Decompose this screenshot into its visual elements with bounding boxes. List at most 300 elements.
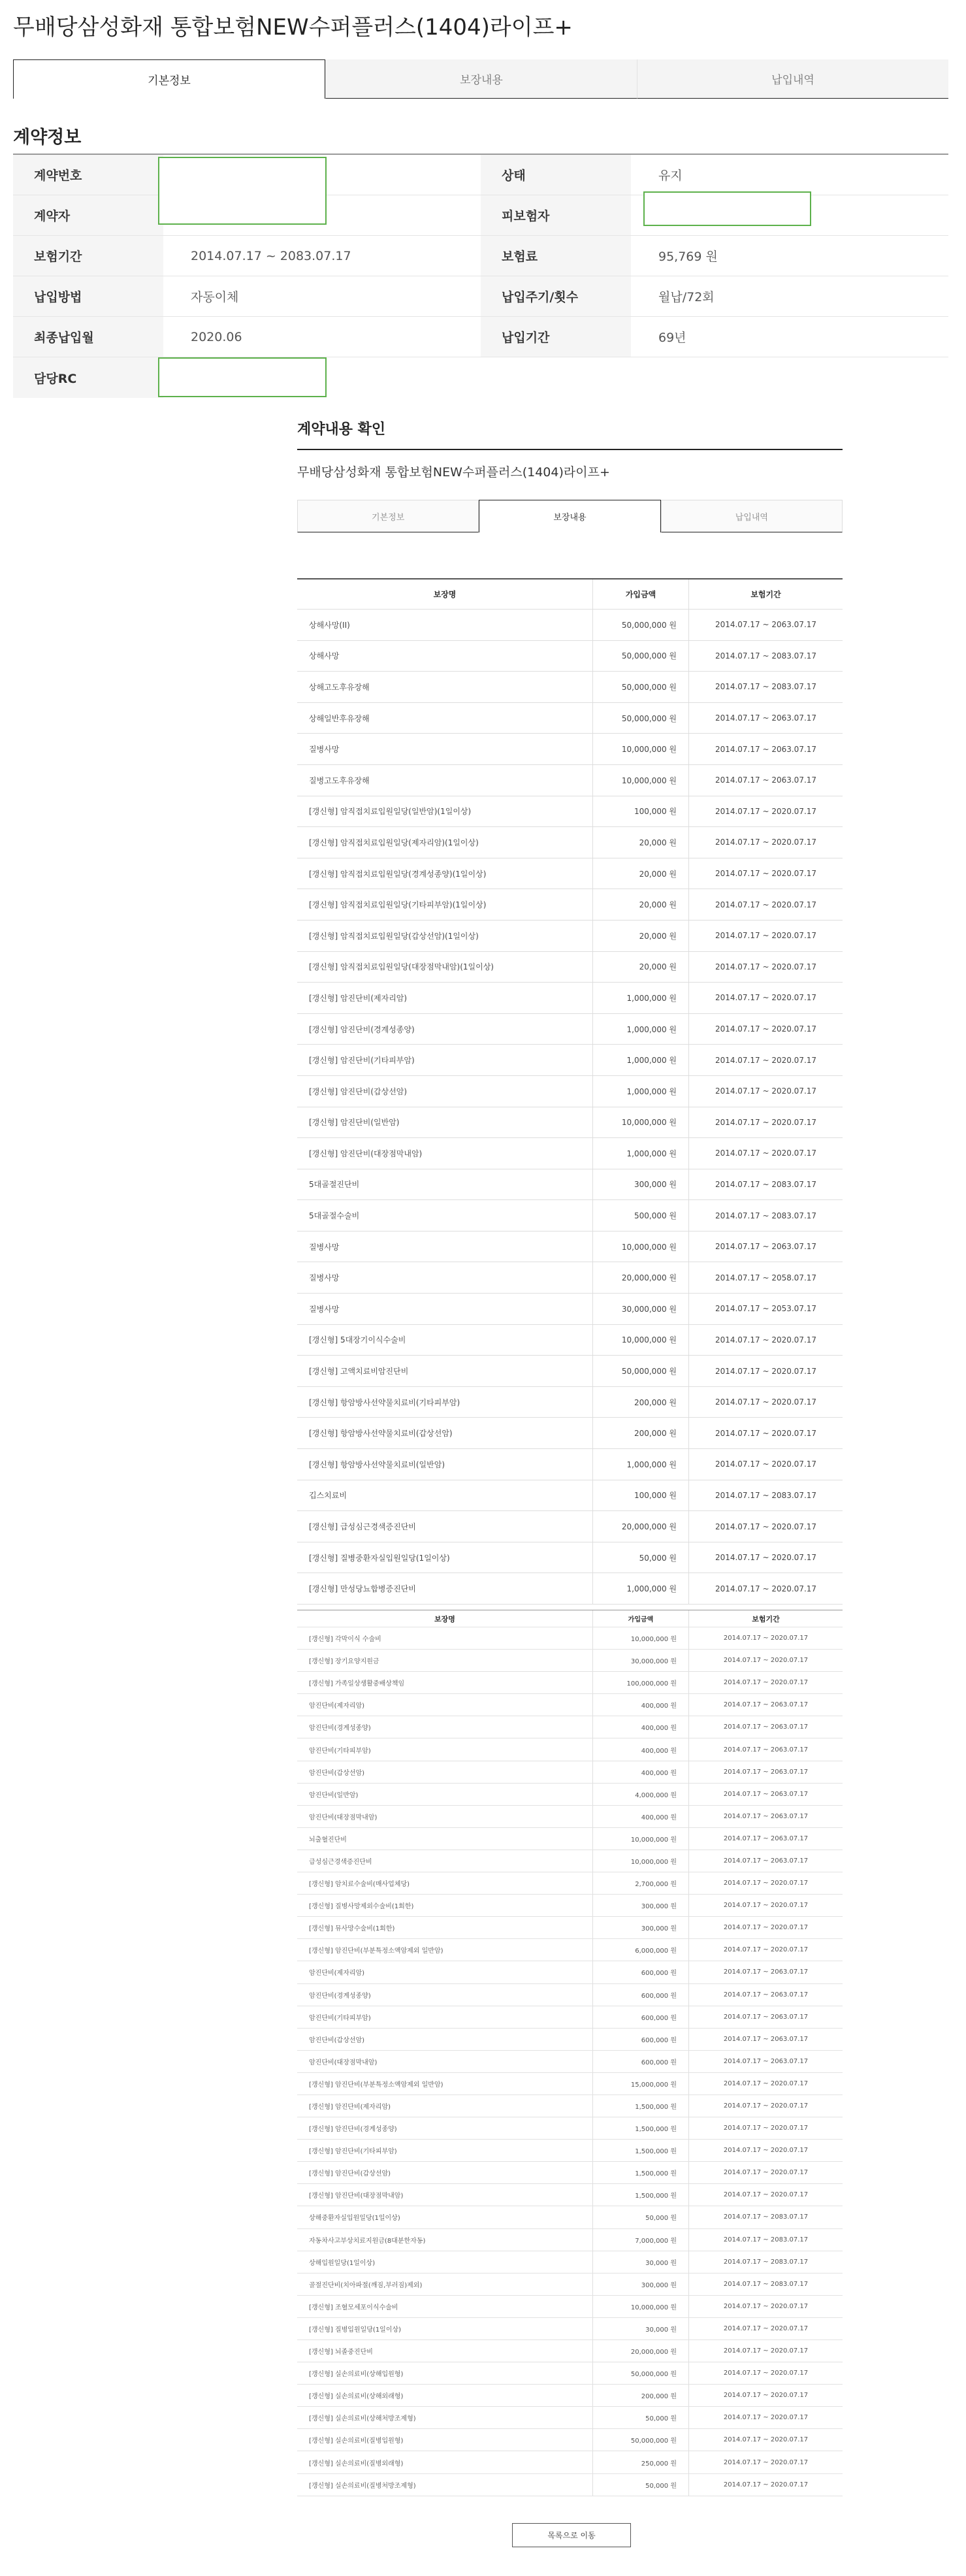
table-row	[297, 1045, 843, 1076]
coverage-name: [갱신형] 질병입원일당(1일이상)	[309, 2326, 402, 2334]
payment-method-label: 납입방법	[13, 276, 163, 316]
header-period: 보험기간	[750, 590, 781, 599]
redacted-contract-box	[158, 157, 327, 225]
coverage-period: 2014.07.17 ~ 2083.07.17	[723, 2258, 809, 2266]
coverage-amount: 1,500,000 원	[592, 2162, 689, 2183]
coverage-name: 암진단비(제자리암)	[309, 1703, 365, 1710]
table-row	[297, 1650, 843, 1672]
table-row	[297, 2251, 843, 2274]
coverage-name: 암진단비(대장점막내암)	[309, 1814, 378, 1821]
coverage-amount: 1,000,000 원	[592, 1076, 689, 1107]
period-label: 보험기간	[13, 236, 163, 276]
table-row	[297, 952, 843, 983]
table-row	[297, 983, 843, 1014]
coverage-period: 2014.07.17 ~ 2083.07.17	[723, 2280, 809, 2288]
coverage-name: 질병고도후유장해	[309, 775, 370, 785]
coverage-period: 2014.07.17 ~ 2020.07.17	[715, 1584, 817, 1593]
table-row	[297, 2429, 843, 2451]
coverage-name: [갱신형] 암진단비(기타피부암)	[309, 2148, 397, 2156]
table-row	[297, 672, 843, 703]
coverage-period: 2014.07.17 ~ 2063.07.17	[715, 775, 817, 785]
coverage-amount: 4,000,000 원	[592, 1784, 689, 1805]
table-row	[297, 2274, 843, 2296]
coverage-period: 2014.07.17 ~ 2020.07.17	[723, 1635, 809, 1642]
table-row	[297, 2162, 843, 2184]
coverage-amount: 300,000 원	[592, 2274, 689, 2295]
coverage-amount: 10,000,000 원	[592, 1325, 689, 1356]
coverage-amount: 50,000,000 원	[592, 2362, 689, 2384]
table-row	[297, 1961, 843, 1983]
coverage-amount: 20,000 원	[592, 827, 689, 858]
coverage-period: 2014.07.17 ~ 2063.07.17	[715, 620, 817, 630]
coverage-period: 2014.07.17 ~ 2020.07.17	[723, 2458, 809, 2466]
coverage-name: [갱신형] 실손의료비(질병처방조제형)	[309, 2482, 416, 2490]
coverage-period: 2014.07.17 ~ 2083.07.17	[715, 1211, 817, 1220]
premium-label: 보험료	[481, 236, 631, 276]
coverage-amount: 20,000 원	[592, 952, 689, 983]
table-row	[297, 1138, 843, 1169]
coverage-period: 2014.07.17 ~ 2063.07.17	[723, 2035, 809, 2043]
coverage-name: 암진단비(기타피부암)	[309, 2014, 371, 2022]
payment-cycle-value: 월납/72회	[658, 290, 715, 304]
coverage-amount: 1,000,000 원	[592, 1138, 689, 1169]
coverage-amount: 7,000,000 원	[592, 2229, 689, 2251]
coverage-amount: 100,000 원	[592, 796, 689, 827]
coverage-amount: 1,500,000 원	[592, 2140, 689, 2161]
coverage-amount: 50,000 원	[592, 2407, 689, 2428]
table-row	[297, 1076, 843, 1107]
table-row	[297, 2340, 843, 2362]
rc-label: 담당RC	[13, 357, 163, 398]
coverage-amount: 2,700,000 원	[592, 1872, 689, 1894]
coverage-period: 2014.07.17 ~ 2020.07.17	[715, 869, 817, 879]
table-row	[297, 1806, 843, 1828]
coverage-period: 2014.07.17 ~ 2083.07.17	[715, 1490, 817, 1500]
coverage-name: [갱신형] 실손의료비(상해입원형)	[309, 2371, 404, 2379]
coverage-table	[297, 578, 843, 1605]
coverage-period: 2014.07.17 ~ 2063.07.17	[715, 713, 817, 723]
table-row	[297, 1573, 843, 1605]
coverage-period: 2014.07.17 ~ 2020.07.17	[715, 838, 817, 847]
coverage-amount: 10,000,000 원	[592, 1850, 689, 1872]
payment-cycle-label: 납입주기/횟수	[481, 276, 631, 316]
coverage-amount: 10,000,000 원	[592, 1828, 689, 1850]
coverage-name: [갱신형] 조혈모세포이식수술비	[309, 2304, 398, 2311]
coverage-period: 2014.07.17 ~ 2020.07.17	[715, 1366, 817, 1376]
inner-tab-coverage[interactable]: 보장내용	[479, 500, 660, 532]
coverage-period: 2014.07.17 ~ 2063.07.17	[723, 1968, 809, 1976]
coverage-name: 암진단비(제자리암)	[309, 1970, 365, 1978]
table-row	[297, 734, 843, 765]
coverage-period: 2014.07.17 ~ 2020.07.17	[715, 900, 817, 909]
coverage-amount: 500,000 원	[592, 1200, 689, 1231]
table-row	[297, 1784, 843, 1806]
info-row	[13, 276, 948, 317]
coverage-period: 2014.07.17 ~ 2020.07.17	[723, 2302, 809, 2310]
coverage-period: 2014.07.17 ~ 2020.07.17	[715, 1149, 817, 1158]
coverage-amount: 600,000 원	[592, 2051, 689, 2072]
coverage-name: 급성심근경색증진단비	[309, 1858, 372, 1866]
table-row	[297, 1627, 843, 1650]
coverage-period: 2014.07.17 ~ 2063.07.17	[723, 2013, 809, 2021]
coverage-amount: 600,000 원	[592, 1984, 689, 2006]
coverage-name: [갱신형] 장기요양지원금	[309, 1658, 379, 1666]
table-row	[297, 1107, 843, 1139]
coverage-amount: 30,000,000 원	[592, 1294, 689, 1324]
coverage-period: 2014.07.17 ~ 2063.07.17	[715, 744, 817, 754]
coverage-period: 2014.07.17 ~ 2020.07.17	[723, 1924, 809, 1932]
inner-tabs	[297, 500, 843, 532]
tab-coverage[interactable]: 보장내용	[325, 59, 637, 99]
coverage-period: 2014.07.17 ~ 2020.07.17	[715, 1459, 817, 1469]
coverage-name: [갱신형] 암진단비(경계성종양)	[309, 1024, 415, 1034]
coverage-amount: 200,000 원	[592, 1387, 689, 1418]
premium-value: 95,769 원	[658, 250, 718, 264]
info-row	[13, 236, 948, 276]
coverage-name: 질병사망	[309, 1304, 340, 1314]
status-label: 상태	[481, 155, 631, 195]
coverage-period: 2014.07.17 ~ 2020.07.17	[723, 2147, 809, 2155]
coverage-name: 상해입원일당(1일이상)	[309, 2259, 376, 2267]
coverage-amount: 20,000,000 원	[592, 2340, 689, 2362]
coverage-period: 2014.07.17 ~ 2020.07.17	[723, 2169, 809, 2177]
table-row	[297, 703, 843, 734]
table-row	[297, 889, 843, 921]
coverage-name: 질병사망	[309, 1242, 340, 1252]
table-row	[297, 2296, 843, 2318]
coverage-period: 2014.07.17 ~ 2063.07.17	[723, 1834, 809, 1842]
coverage-amount: 1,500,000 원	[592, 2117, 689, 2139]
coverage-amount: 100,000 원	[592, 1480, 689, 1511]
table-row	[297, 2140, 843, 2162]
info-row	[13, 155, 948, 195]
coverage-name: [갱신형] 암진단비(제자리암)	[309, 2104, 391, 2111]
table-row	[297, 858, 843, 890]
table-row	[297, 2318, 843, 2340]
coverage-period: 2014.07.17 ~ 2020.07.17	[723, 2125, 809, 2132]
coverage-name: [갱신형] 항암방사선약물치료비(일반암)	[309, 1459, 445, 1469]
table-row	[297, 2073, 843, 2095]
coverage-amount: 200,000 원	[592, 2385, 689, 2406]
coverage-period: 2014.07.17 ~ 2020.07.17	[715, 1397, 817, 1407]
coverage-name: 질병사망	[309, 1273, 340, 1283]
table-row	[297, 2474, 843, 2496]
coverage-name: 상해중환자실입원일당(1일이상)	[309, 2215, 400, 2223]
info-row	[13, 317, 948, 357]
coverage-amount: 1,500,000 원	[592, 2184, 689, 2206]
coverage-amount: 50,000,000 원	[592, 641, 689, 672]
contract-info-table	[13, 154, 948, 398]
coverage-period: 2014.07.17 ~ 2020.07.17	[715, 931, 817, 941]
table-row	[297, 1939, 843, 1961]
table-row	[297, 641, 843, 672]
table-row	[297, 2385, 843, 2407]
table-row	[297, 2362, 843, 2385]
coverage-period: 2014.07.17 ~ 2020.07.17	[723, 1946, 809, 1954]
coverage-name: [갱신형] 고액치료비암진단비	[309, 1367, 409, 1377]
table-row	[297, 1895, 843, 1917]
coverage-period: 2014.07.17 ~ 2063.07.17	[723, 1812, 809, 1820]
coverage-period: 2014.07.17 ~ 2083.07.17	[715, 1179, 817, 1189]
coverage-name: [갱신형] 가족일상생활중배상책임	[309, 1680, 405, 1688]
coverage-amount: 50,000,000 원	[592, 703, 689, 734]
coverage-period: 2014.07.17 ~ 2063.07.17	[723, 2057, 809, 2065]
table-row	[297, 2029, 843, 2051]
redacted-rc-box	[158, 357, 327, 397]
coverage-name: [갱신형] 암진단비(기타피부암)	[309, 1056, 415, 1066]
contractor-label: 계약자	[13, 195, 163, 235]
table-row	[297, 2117, 843, 2140]
coverage-amount: 400,000 원	[592, 1806, 689, 1827]
coverage-period: 2014.07.17 ~ 2058.07.17	[715, 1273, 817, 1282]
coverage-period: 2014.07.17 ~ 2020.07.17	[723, 1679, 809, 1687]
coverage-amount: 10,000,000 원	[592, 1627, 689, 1649]
coverage-name: [갱신형] 암직접치료입원일당(제자리암)(1일이상)	[309, 838, 479, 847]
coverage-name: 상해사망(II)	[309, 620, 350, 630]
table-row	[297, 1231, 843, 1263]
coverage-period: 2014.07.17 ~ 2020.07.17	[723, 2347, 809, 2355]
coverage-name: 상해일반후유장해	[309, 713, 370, 723]
coverage-amount: 50,000,000 원	[592, 672, 689, 702]
coverage-name: [갱신형] 암진단비(제자리암)	[309, 993, 408, 1003]
table-row	[297, 1449, 843, 1480]
inner-tab-basic-info[interactable]: 기본정보	[297, 500, 479, 532]
table-row	[297, 1294, 843, 1325]
coverage-amount: 50,000,000 원	[592, 1356, 689, 1386]
coverage-period: 2014.07.17 ~ 2053.07.17	[715, 1304, 817, 1314]
tab-payment-history[interactable]: 납입내역	[637, 59, 948, 99]
coverage-amount: 200,000 원	[592, 1418, 689, 1448]
payment-period-value: 69년	[658, 331, 686, 345]
coverage-period: 2014.07.17 ~ 2020.07.17	[715, 1522, 817, 1531]
table-row	[297, 1418, 843, 1449]
coverage-name: [갱신형] 항암방사선약물치료비(갑상선암)	[309, 1429, 453, 1439]
table-row	[297, 1738, 843, 1761]
coverage-period: 2014.07.17 ~ 2063.07.17	[723, 1723, 809, 1731]
coverage-amount: 100,000,000 원	[592, 1672, 689, 1693]
table-row	[297, 2407, 843, 2429]
coverage-name: [갱신형] 실손의료비(질병입원형)	[309, 2437, 404, 2445]
table-row	[297, 1169, 843, 1201]
table-row	[297, 610, 843, 641]
coverage-amount: 50,000,000 원	[592, 2429, 689, 2451]
inner-tab-payment-history[interactable]: 납입내역	[661, 500, 843, 532]
coverage-period: 2014.07.17 ~ 2063.07.17	[715, 1242, 817, 1252]
coverage-amount: 1,000,000 원	[592, 1573, 689, 1604]
tab-basic-info[interactable]: 기본정보	[13, 59, 325, 99]
coverage-amount: 10,000,000 원	[592, 765, 689, 796]
coverage-amount: 6,000,000 원	[592, 1939, 689, 1961]
table-row	[297, 1828, 843, 1850]
coverage-period: 2014.07.17 ~ 2063.07.17	[723, 1768, 809, 1776]
section-title: 계약정보	[13, 127, 82, 148]
table-row	[297, 1917, 843, 1939]
table-row	[297, 1850, 843, 1872]
table-row	[297, 1014, 843, 1045]
coverage-amount: 10,000,000 원	[592, 2296, 689, 2317]
table-row	[297, 2051, 843, 2073]
coverage-name: [갱신형] 암진단비(일반암)	[309, 1118, 400, 1128]
coverage-amount: 600,000 원	[592, 2006, 689, 2028]
table-row	[297, 2451, 843, 2473]
status-value: 유지	[658, 169, 683, 183]
coverage-amount: 20,000 원	[592, 889, 689, 920]
coverage-name: [갱신형] 암직접치료입원일당(경계성종양)(1일이상)	[309, 869, 487, 879]
inner-title: 계약내용 확인	[297, 418, 843, 450]
coverage-name: [갱신형] 암진단비(경계성종양)	[309, 2126, 397, 2134]
coverage-table-continued	[297, 1610, 843, 2496]
table-row	[297, 796, 843, 828]
coverage-period: 2014.07.17 ~ 2020.07.17	[723, 1880, 809, 1887]
payment-method-value: 자동이체	[191, 290, 239, 304]
info-row	[13, 357, 948, 398]
coverage-period: 2014.07.17 ~ 2083.07.17	[723, 2236, 809, 2243]
coverage-period: 2014.07.17 ~ 2020.07.17	[723, 2392, 809, 2400]
coverage-amount: 1,500,000 원	[592, 2095, 689, 2117]
page-title: 무배당삼성화재 통합보험NEW수퍼플러스(1404)라이프+	[13, 14, 573, 41]
coverage-period: 2014.07.17 ~ 2020.07.17	[723, 1657, 809, 1665]
coverage-name: [갱신형] 항암방사선약물치료비(기타피부암)	[309, 1397, 460, 1407]
coverage-amount: 20,000,000 원	[592, 1262, 689, 1293]
back-to-list-button[interactable]: 목록으로 이동	[512, 2523, 631, 2547]
coverage-name: [갱신형] 실손의료비(질병외래형)	[309, 2460, 404, 2468]
coverage-amount: 50,000 원	[592, 1542, 689, 1573]
coverage-period: 2014.07.17 ~ 2020.07.17	[723, 2102, 809, 2110]
coverage-period: 2014.07.17 ~ 2063.07.17	[723, 1857, 809, 1865]
coverage-name: 뇌출혈진단비	[309, 1836, 347, 1844]
inner-subtitle: 무배당삼성화재 통합보험NEW수퍼플러스(1404)라이프+	[297, 465, 610, 480]
table-row	[297, 1325, 843, 1356]
coverage-period: 2014.07.17 ~ 2020.07.17	[715, 1117, 817, 1127]
coverage-name: 암진단비(일반암)	[309, 1791, 359, 1799]
coverage-amount: 15,000,000 원	[592, 2073, 689, 2095]
table-row	[297, 1716, 843, 1738]
coverage-period: 2014.07.17 ~ 2063.07.17	[723, 1746, 809, 1753]
coverage-amount: 20,000,000 원	[592, 1511, 689, 1542]
coverage-period: 2014.07.17 ~ 2020.07.17	[715, 962, 817, 971]
coverage-name: [갱신형] 암직접치료입원일당(대장점막내암)(1일이상)	[309, 962, 494, 972]
table-row	[297, 2206, 843, 2228]
coverage-amount: 10,000,000 원	[592, 1107, 689, 1138]
main-tabs	[13, 59, 948, 99]
coverage-name: [갱신형] 암진단비(대장점막내암)	[309, 1149, 423, 1158]
coverage-name: [갱신형] 암진단비(갑상선암)	[309, 2170, 391, 2178]
coverage-name: [갱신형] 질병중환자실입원일당(1일이상)	[309, 1553, 450, 1563]
coverage-name: [갱신형] 암직접치료입원일당(일반암)(1일이상)	[309, 807, 472, 817]
coverage-amount: 250,000 원	[592, 2451, 689, 2473]
coverage-period: 2014.07.17 ~ 2020.07.17	[715, 1055, 817, 1065]
table-row	[297, 2006, 843, 2029]
coverage-period: 2014.07.17 ~ 2020.07.17	[723, 2436, 809, 2444]
coverage-name: 자동차사고부상치료지원금(8대분한자동)	[309, 2237, 426, 2245]
coverage-name: 5대골절수술비	[309, 1211, 360, 1221]
coverage-amount: 400,000 원	[592, 1694, 689, 1716]
coverage-amount: 1,000,000 원	[592, 1449, 689, 1480]
coverage-amount: 1,000,000 원	[592, 1045, 689, 1075]
coverage-name: [갱신형] 실손의료비(상해처방조제형)	[309, 2415, 416, 2423]
header-amount: 가입금액	[592, 1610, 689, 1627]
coverage-period: 2014.07.17 ~ 2083.07.17	[715, 651, 817, 660]
coverage-period: 2014.07.17 ~ 2020.07.17	[723, 2191, 809, 2199]
header-name: 보장명	[433, 590, 457, 599]
table-row	[297, 2229, 843, 2251]
table-row	[297, 1356, 843, 1387]
coverage-period: 2014.07.17 ~ 2083.07.17	[715, 682, 817, 692]
coverage-name: [갱신형] 암치료수술비(매사업체당)	[309, 1881, 410, 1889]
coverage-period: 2014.07.17 ~ 2020.07.17	[715, 1335, 817, 1345]
coverage-period: 2014.07.17 ~ 2020.07.17	[723, 1902, 809, 1910]
coverage-amount: 300,000 원	[592, 1917, 689, 1938]
coverage-amount: 50,000 원	[592, 2474, 689, 2496]
table-row	[297, 921, 843, 952]
coverage-period: 2014.07.17 ~ 2020.07.17	[715, 1428, 817, 1438]
table-row	[297, 827, 843, 858]
coverage-name: [갱신형] 5대장기이식수술비	[309, 1335, 406, 1345]
coverage-amount: 10,000,000 원	[592, 734, 689, 764]
coverage-amount: 20,000 원	[592, 921, 689, 951]
last-paid-label: 최종납입월	[13, 317, 163, 357]
coverage-period: 2014.07.17 ~ 2020.07.17	[715, 993, 817, 1003]
table-row	[297, 2095, 843, 2117]
coverage-name: [갱신형] 각막이식 수술비	[309, 1636, 381, 1644]
table-row	[297, 1387, 843, 1418]
insured-label: 피보험자	[481, 195, 631, 235]
coverage-name: 암진단비(경계성종양)	[309, 1992, 371, 2000]
coverage-period: 2014.07.17 ~ 2063.07.17	[723, 1790, 809, 1798]
coverage-amount: 1,000,000 원	[592, 1014, 689, 1045]
payment-period-label: 납입기간	[481, 317, 631, 357]
coverage-name: 암진단비(기타피부암)	[309, 1747, 371, 1755]
coverage-name: [갱신형] 암진단비(갑상선암)	[309, 1086, 408, 1096]
coverage-period: 2014.07.17 ~ 2083.07.17	[723, 2213, 809, 2221]
coverage-period: 2014.07.17 ~ 2020.07.17	[715, 1086, 817, 1096]
header-amount: 가입금액	[592, 579, 689, 609]
coverage-amount: 600,000 원	[592, 2029, 689, 2050]
last-paid-value: 2020.06	[191, 329, 242, 344]
coverage-period: 2014.07.17 ~ 2020.07.17	[715, 1024, 817, 1034]
table-header	[297, 1610, 843, 1627]
coverage-name: 상해사망	[309, 651, 340, 661]
coverage-period: 2014.07.17 ~ 2020.07.17	[723, 2079, 809, 2087]
coverage-name: 암진단비(갑상선암)	[309, 2036, 365, 2044]
coverage-name: 5대골절진단비	[309, 1180, 360, 1190]
coverage-amount: 400,000 원	[592, 1761, 689, 1783]
coverage-name: 골절진단비(치아파절(깨짐,부러짐)제외)	[309, 2281, 423, 2289]
coverage-name: [갱신형] 실손의료비(상해외래형)	[309, 2393, 404, 2401]
period-value: 2014.07.17 ~ 2083.07.17	[191, 248, 351, 263]
coverage-amount: 400,000 원	[592, 1738, 689, 1760]
coverage-period: 2014.07.17 ~ 2020.07.17	[715, 806, 817, 816]
coverage-name: [갱신형] 암직접치료입원일당(갑상선암)(1일이상)	[309, 931, 479, 941]
coverage-amount: 20,000 원	[592, 858, 689, 889]
coverage-name: 질병사망	[309, 745, 340, 755]
header-name: 보장명	[434, 1614, 455, 1623]
coverage-name: [갱신형] 암진단비(부분특정소액암제외 일반암)	[309, 1948, 443, 1955]
table-row	[297, 1761, 843, 1784]
coverage-amount: 30,000 원	[592, 2251, 689, 2273]
table-row	[297, 1200, 843, 1231]
table-row	[297, 2184, 843, 2206]
coverage-period: 2014.07.17 ~ 2063.07.17	[723, 1701, 809, 1709]
coverage-amount: 10,000,000 원	[592, 1231, 689, 1262]
redacted-insured-box	[643, 191, 811, 226]
table-row	[297, 1872, 843, 1895]
coverage-amount: 50,000 원	[592, 2206, 689, 2228]
coverage-name: [갱신형] 암진단비(부분특정소액암제외 일반암)	[309, 2081, 443, 2089]
coverage-period: 2014.07.17 ~ 2020.07.17	[723, 2370, 809, 2377]
coverage-name: [갱신형] 뮤사망수술비(1회한)	[309, 1925, 395, 1933]
coverage-period: 2014.07.17 ~ 2020.07.17	[715, 1553, 817, 1563]
